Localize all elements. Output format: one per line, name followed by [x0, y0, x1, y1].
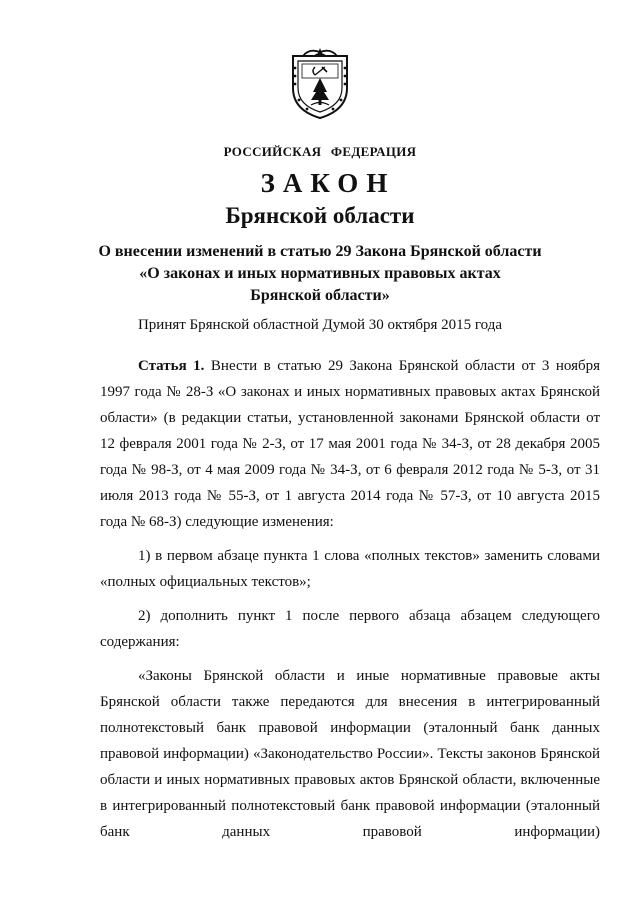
coat-of-arms-icon — [289, 48, 351, 120]
region-name: Брянской области — [225, 203, 415, 228]
amendment-item-1: 1) в первом абзаце пункта 1 слова «полных текстов» заменить словами «полных официальных текстов»; — [100, 548, 600, 590]
law-title-line: «О законах и иных нормативных правовых актах — [139, 265, 501, 282]
inserted-paragraph: «Законы Брянской области и иные нормативные правовые акты Брянской области также передаются для внесения в интегрированный полнотекстовый банк правовой информации (эталонный банк данных правовой информации) «Законодательство России». Тексты законов Брянской области и иных нормативных правовых актов Брянской области, включенные в интегрированный полнотекстовый банк правовой информации (эталонный банк данных правовой информации) — [100, 668, 600, 840]
law-title — [0, 241, 640, 307]
article-label: Статья 1. — [138, 358, 205, 374]
document-type: ЗАКОН — [260, 168, 396, 198]
law-body — [100, 353, 600, 853]
article-text: Внести в статью 29 Закона Брянской области от 3 ноября 1997 года № 28-З «О законах и иных нормативных правовых актах Брянской области» (в редакции статьи, установленной законами Брянской области от 12 февраля 2001 года № 2-З, от 17 мая 2001 года № 34-З, от 28 декабря 2005 года № 98-З, от 4 мая 2009 года № 34-З, от 6 февраля 2012 года № 5-З, от 31 июля 2013 года № 55-З, от 1 августа 2014 года № 57-З, от 10 августа 2015 года № 68-З) следующие изменения: — [100, 358, 601, 530]
article-paragraph — [100, 353, 600, 535]
law-title-line: О внесении изменений в статью 29 Закона Брянской области — [98, 243, 542, 260]
amendment-item-2: 2) дополнить пункт 1 после первого абзаца абзацем следующего содержания: — [100, 608, 600, 650]
law-title-line: Брянской области» — [250, 287, 390, 304]
adoption-line: Принят Брянской областной Думой 30 октября 2015 года — [137, 317, 503, 333]
country-name: РОССИЙСКАЯ ФЕДЕРАЦИЯ — [223, 144, 417, 159]
